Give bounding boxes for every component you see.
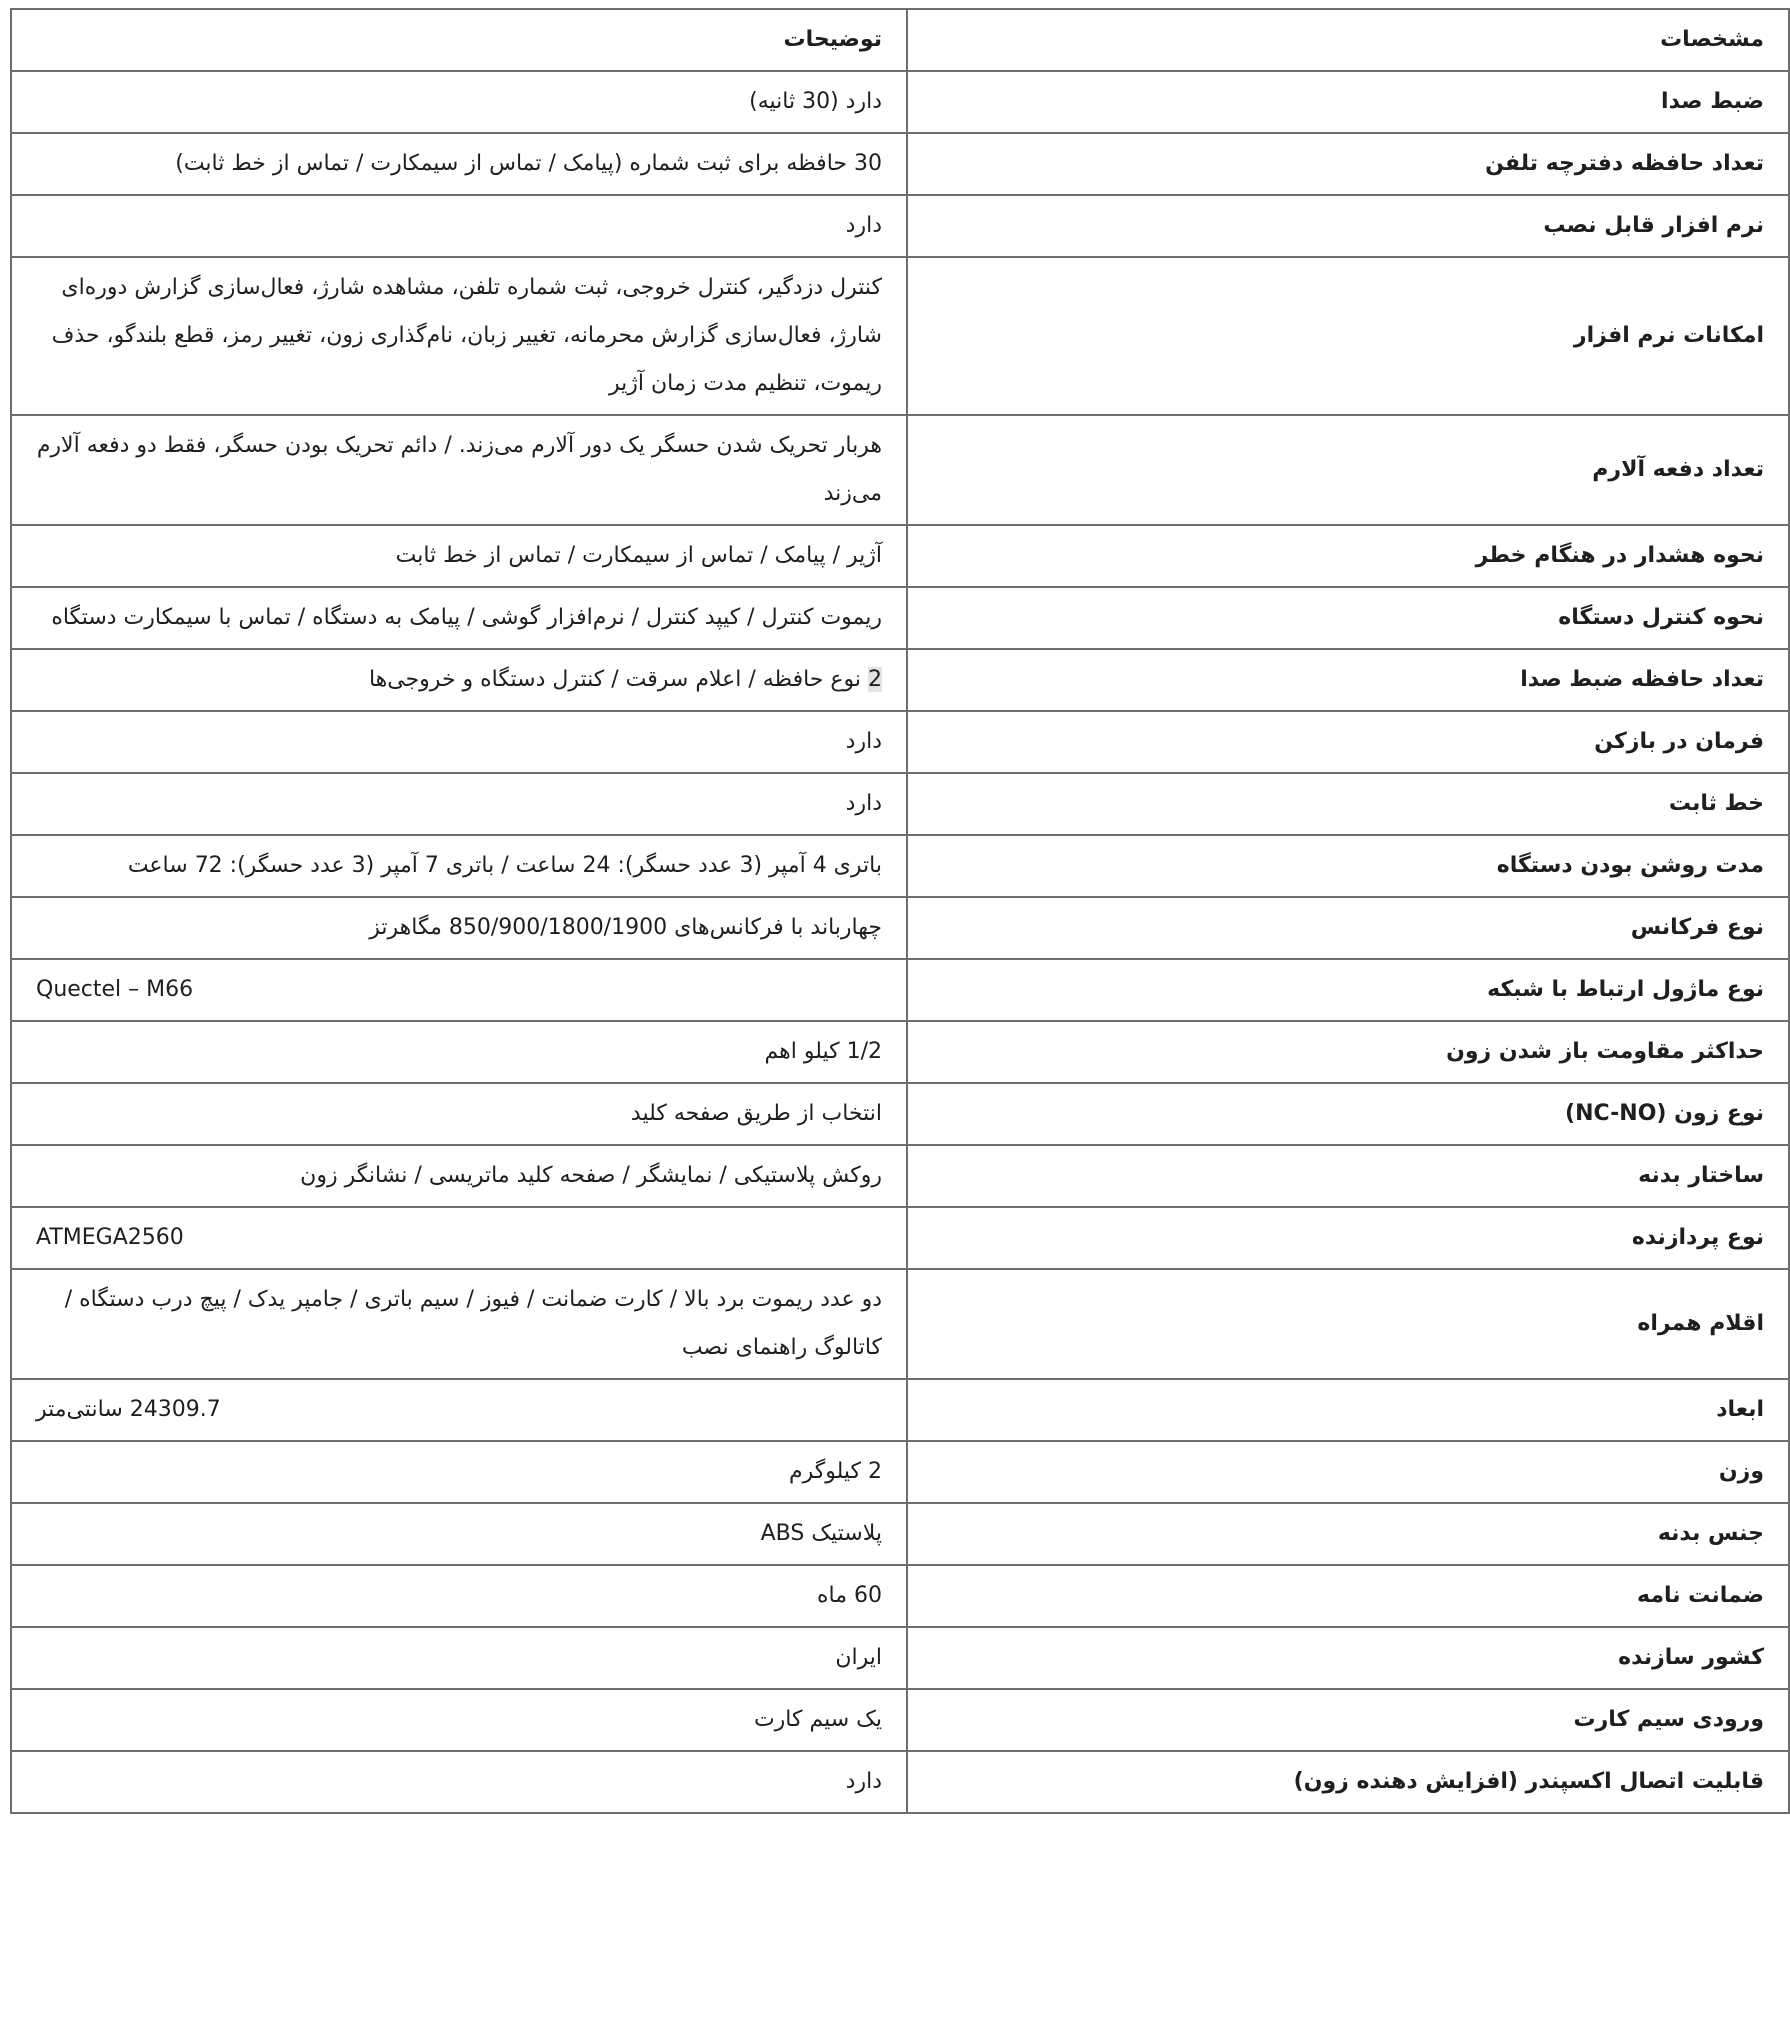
spec-value: دو عدد ریموت برد بالا / کارت ضمانت / فیوز / سیم باتری / جامپر یدک / پیچ درب دستگاه / کاتالوگ راهنمای نصب (11, 1269, 907, 1379)
specifications-table (10, 8, 1790, 1814)
highlighted-number: 2 (868, 667, 882, 692)
spec-label: جنس بدنه (907, 1503, 1789, 1565)
spec-label: نحوه هشدار در هنگام خطر (907, 525, 1789, 587)
spec-label: امکانات نرم افزار (907, 257, 1789, 415)
spec-value: 2 کیلوگرم (11, 1441, 907, 1503)
spec-label: ضبط صدا (907, 71, 1789, 133)
spec-value: دارد (30 ثانیه) (11, 71, 907, 133)
table-row (11, 525, 1789, 587)
spec-value: کنترل دزدگیر، کنترل خروجی، ثبت شماره تلفن، مشاهده شارژ، فعال‌سازی گزارش دوره‌ای شارژ، فعال‌سازی گزارش محرمانه، تغییر زبان، نام‌گذاری زون، تغییر رمز، قطع بلندگو، حذف ریموت، تنظیم مدت زمان آژیر (11, 257, 907, 415)
spec-label: کشور سازنده (907, 1627, 1789, 1689)
spec-label: تعداد دفعه آلارم (907, 415, 1789, 525)
spec-value: 24309.7 سانتی‌متر (11, 1379, 907, 1441)
spec-label: وزن (907, 1441, 1789, 1503)
spec-label: نحوه کنترل دستگاه (907, 587, 1789, 649)
spec-value: هربار تحریک شدن حسگر یک دور آلارم می‌زند. / دائم تحریک بودن حسگر، فقط دو دفعه آلارم می‌زند (11, 415, 907, 525)
spec-label: خط ثابت (907, 773, 1789, 835)
spec-value: دارد (11, 711, 907, 773)
table-row (11, 1379, 1789, 1441)
spec-label: ابعاد (907, 1379, 1789, 1441)
table-header-row (11, 9, 1789, 71)
spec-label: نوع زون (NC-NO) (907, 1083, 1789, 1145)
header-specifications: مشخصات (907, 9, 1789, 71)
spec-value: ریموت کنترل / کیپد کنترل / نرم‌افزار گوشی / پیامک به دستگاه / تماس با سیمکارت دستگاه (11, 587, 907, 649)
spec-label: قابلیت اتصال اکسپندر (افزایش دهنده زون) (907, 1751, 1789, 1813)
table-row (11, 1565, 1789, 1627)
spec-value: ATMEGA2560 (11, 1207, 907, 1269)
spec-value: دارد (11, 1751, 907, 1813)
table-row (11, 835, 1789, 897)
table-row (11, 1627, 1789, 1689)
spec-label: تعداد حافظه دفترچه تلفن (907, 133, 1789, 195)
spec-value: ایران (11, 1627, 907, 1689)
table-row (11, 1269, 1789, 1379)
table-row (11, 257, 1789, 415)
spec-value (11, 649, 907, 711)
spec-label: نرم افزار قابل نصب (907, 195, 1789, 257)
spec-label: مدت روشن بودن دستگاه (907, 835, 1789, 897)
spec-label: نوع ماژول ارتباط با شبکه (907, 959, 1789, 1021)
table-row (11, 773, 1789, 835)
spec-value: 60 ماه (11, 1565, 907, 1627)
spec-label: نوع پردازنده (907, 1207, 1789, 1269)
table-row (11, 1021, 1789, 1083)
table-row (11, 415, 1789, 525)
table-row (11, 649, 1789, 711)
spec-value-text: نوع حافظه / اعلام سرقت / کنترل دستگاه و خروجی‌ها (368, 667, 868, 692)
table-row (11, 1441, 1789, 1503)
table-row (11, 1145, 1789, 1207)
spec-label: تعداد حافظه ضبط صدا (907, 649, 1789, 711)
table-row (11, 1503, 1789, 1565)
table-row (11, 711, 1789, 773)
table-row (11, 587, 1789, 649)
table-row (11, 1083, 1789, 1145)
table-row (11, 959, 1789, 1021)
table-row (11, 1207, 1789, 1269)
spec-value: دارد (11, 773, 907, 835)
table-row (11, 1689, 1789, 1751)
table-row (11, 1751, 1789, 1813)
spec-value: چهارباند با فرکانس‌های 850/900/1800/1900 مگاهرتز (11, 897, 907, 959)
spec-label: ضمانت نامه (907, 1565, 1789, 1627)
spec-value: Quectel – M66 (11, 959, 907, 1021)
spec-value: دارد (11, 195, 907, 257)
table-row (11, 195, 1789, 257)
spec-value: انتخاب از طریق صفحه کلید (11, 1083, 907, 1145)
header-description: توضیحات (11, 9, 907, 71)
spec-value: یک سیم کارت (11, 1689, 907, 1751)
spec-value: 30 حافظه برای ثبت شماره (پیامک / تماس از سیمکارت / تماس از خط ثابت) (11, 133, 907, 195)
table-row (11, 897, 1789, 959)
spec-label: اقلام همراه (907, 1269, 1789, 1379)
spec-value: 1/2 کیلو اهم (11, 1021, 907, 1083)
table-row (11, 133, 1789, 195)
spec-label: ساختار بدنه (907, 1145, 1789, 1207)
table-row (11, 71, 1789, 133)
spec-label: ورودی سیم کارت (907, 1689, 1789, 1751)
spec-value: پلاستیک ABS (11, 1503, 907, 1565)
spec-value: روکش پلاستیکی / نمایشگر / صفحه کلید ماتریسی / نشانگر زون (11, 1145, 907, 1207)
spec-value: باتری 4 آمپر (3 عدد حسگر): 24 ساعت / باتری 7 آمپر (3 عدد حسگر): 72 ساعت (11, 835, 907, 897)
spec-label: حداکثر مقاومت باز شدن زون (907, 1021, 1789, 1083)
spec-label: فرمان در بازکن (907, 711, 1789, 773)
spec-label: نوع فرکانس (907, 897, 1789, 959)
spec-value: آژیر / پیامک / تماس از سیمکارت / تماس از خط ثابت (11, 525, 907, 587)
